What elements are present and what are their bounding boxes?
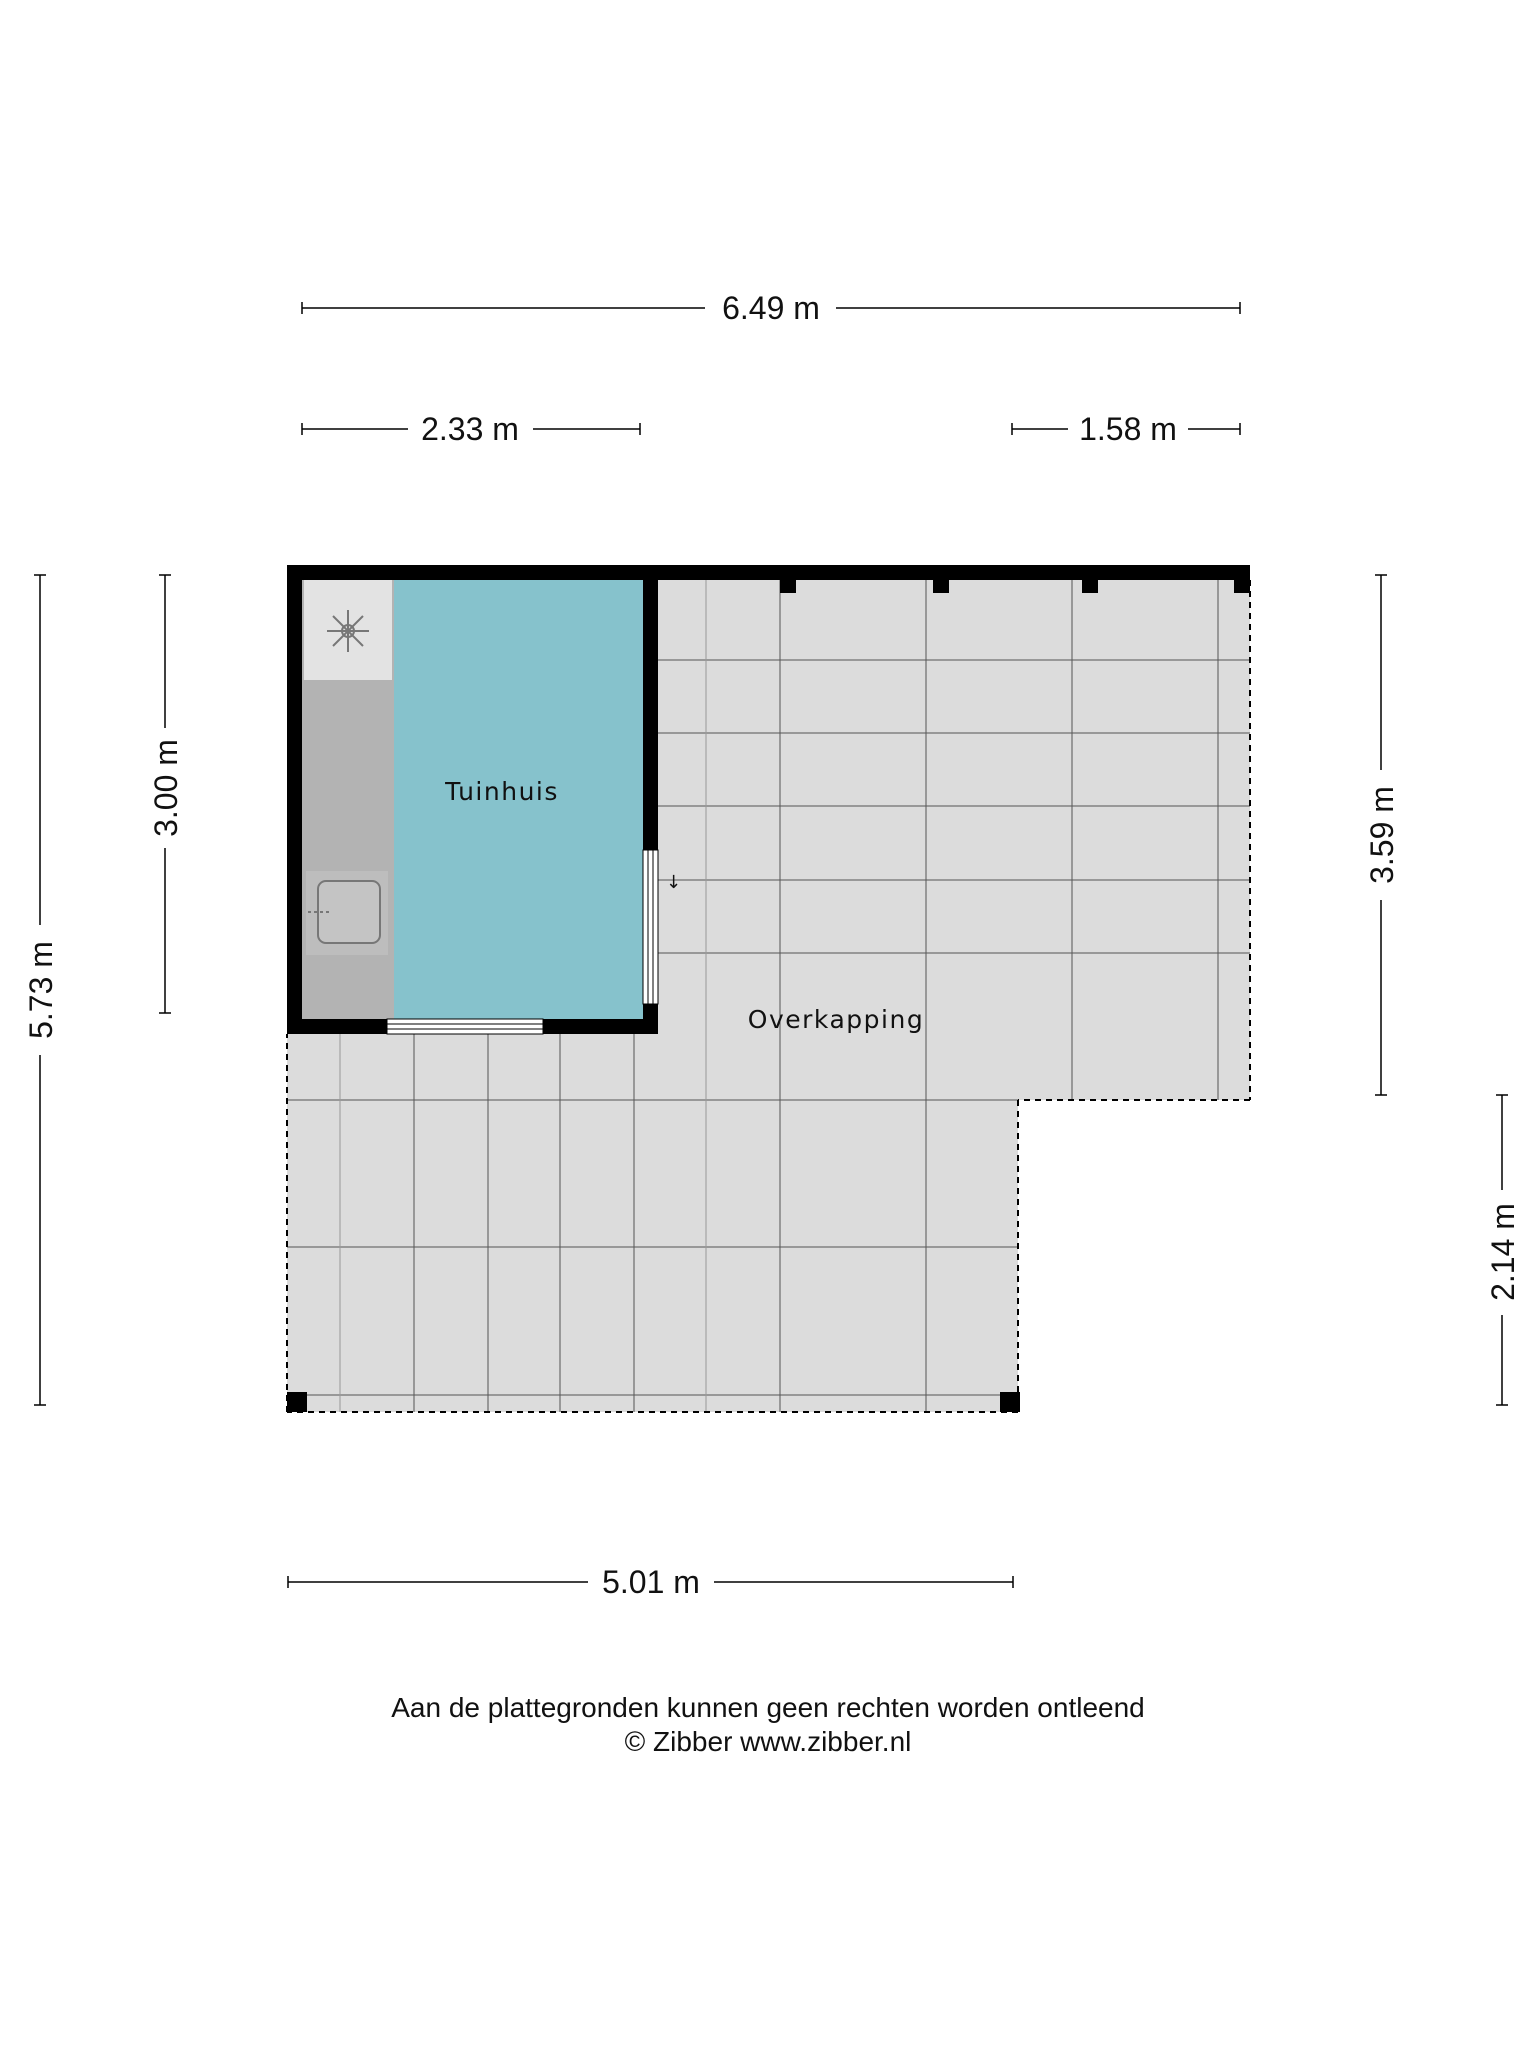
disclaimer-text: Aan de plattegronden kunnen geen rechten worden ontleend [391,1692,1145,1723]
appliance-icon [327,610,369,652]
room-label-canopy: Overkapping [747,1005,925,1034]
dim-left-outer: 5.73 m [23,941,59,1039]
dim-left-inner: 3.00 m [148,739,184,837]
dim-top-total: 6.49 m [722,290,820,326]
door-side [643,850,658,1004]
room-label-shed: Tuinhuis [445,777,559,806]
dim-top-right: 1.58 m [1079,411,1177,447]
dim-right-lower: 2.14 m [1485,1203,1521,1301]
dim-right-upper: 3.59 m [1364,786,1400,884]
copyright-text: © Zibber www.zibber.nl [624,1726,912,1757]
door-arrow-icon: ↓ [666,872,682,893]
dim-top-left: 2.33 m [421,411,519,447]
dim-bottom: 5.01 m [602,1564,700,1600]
window-front [387,1019,543,1034]
